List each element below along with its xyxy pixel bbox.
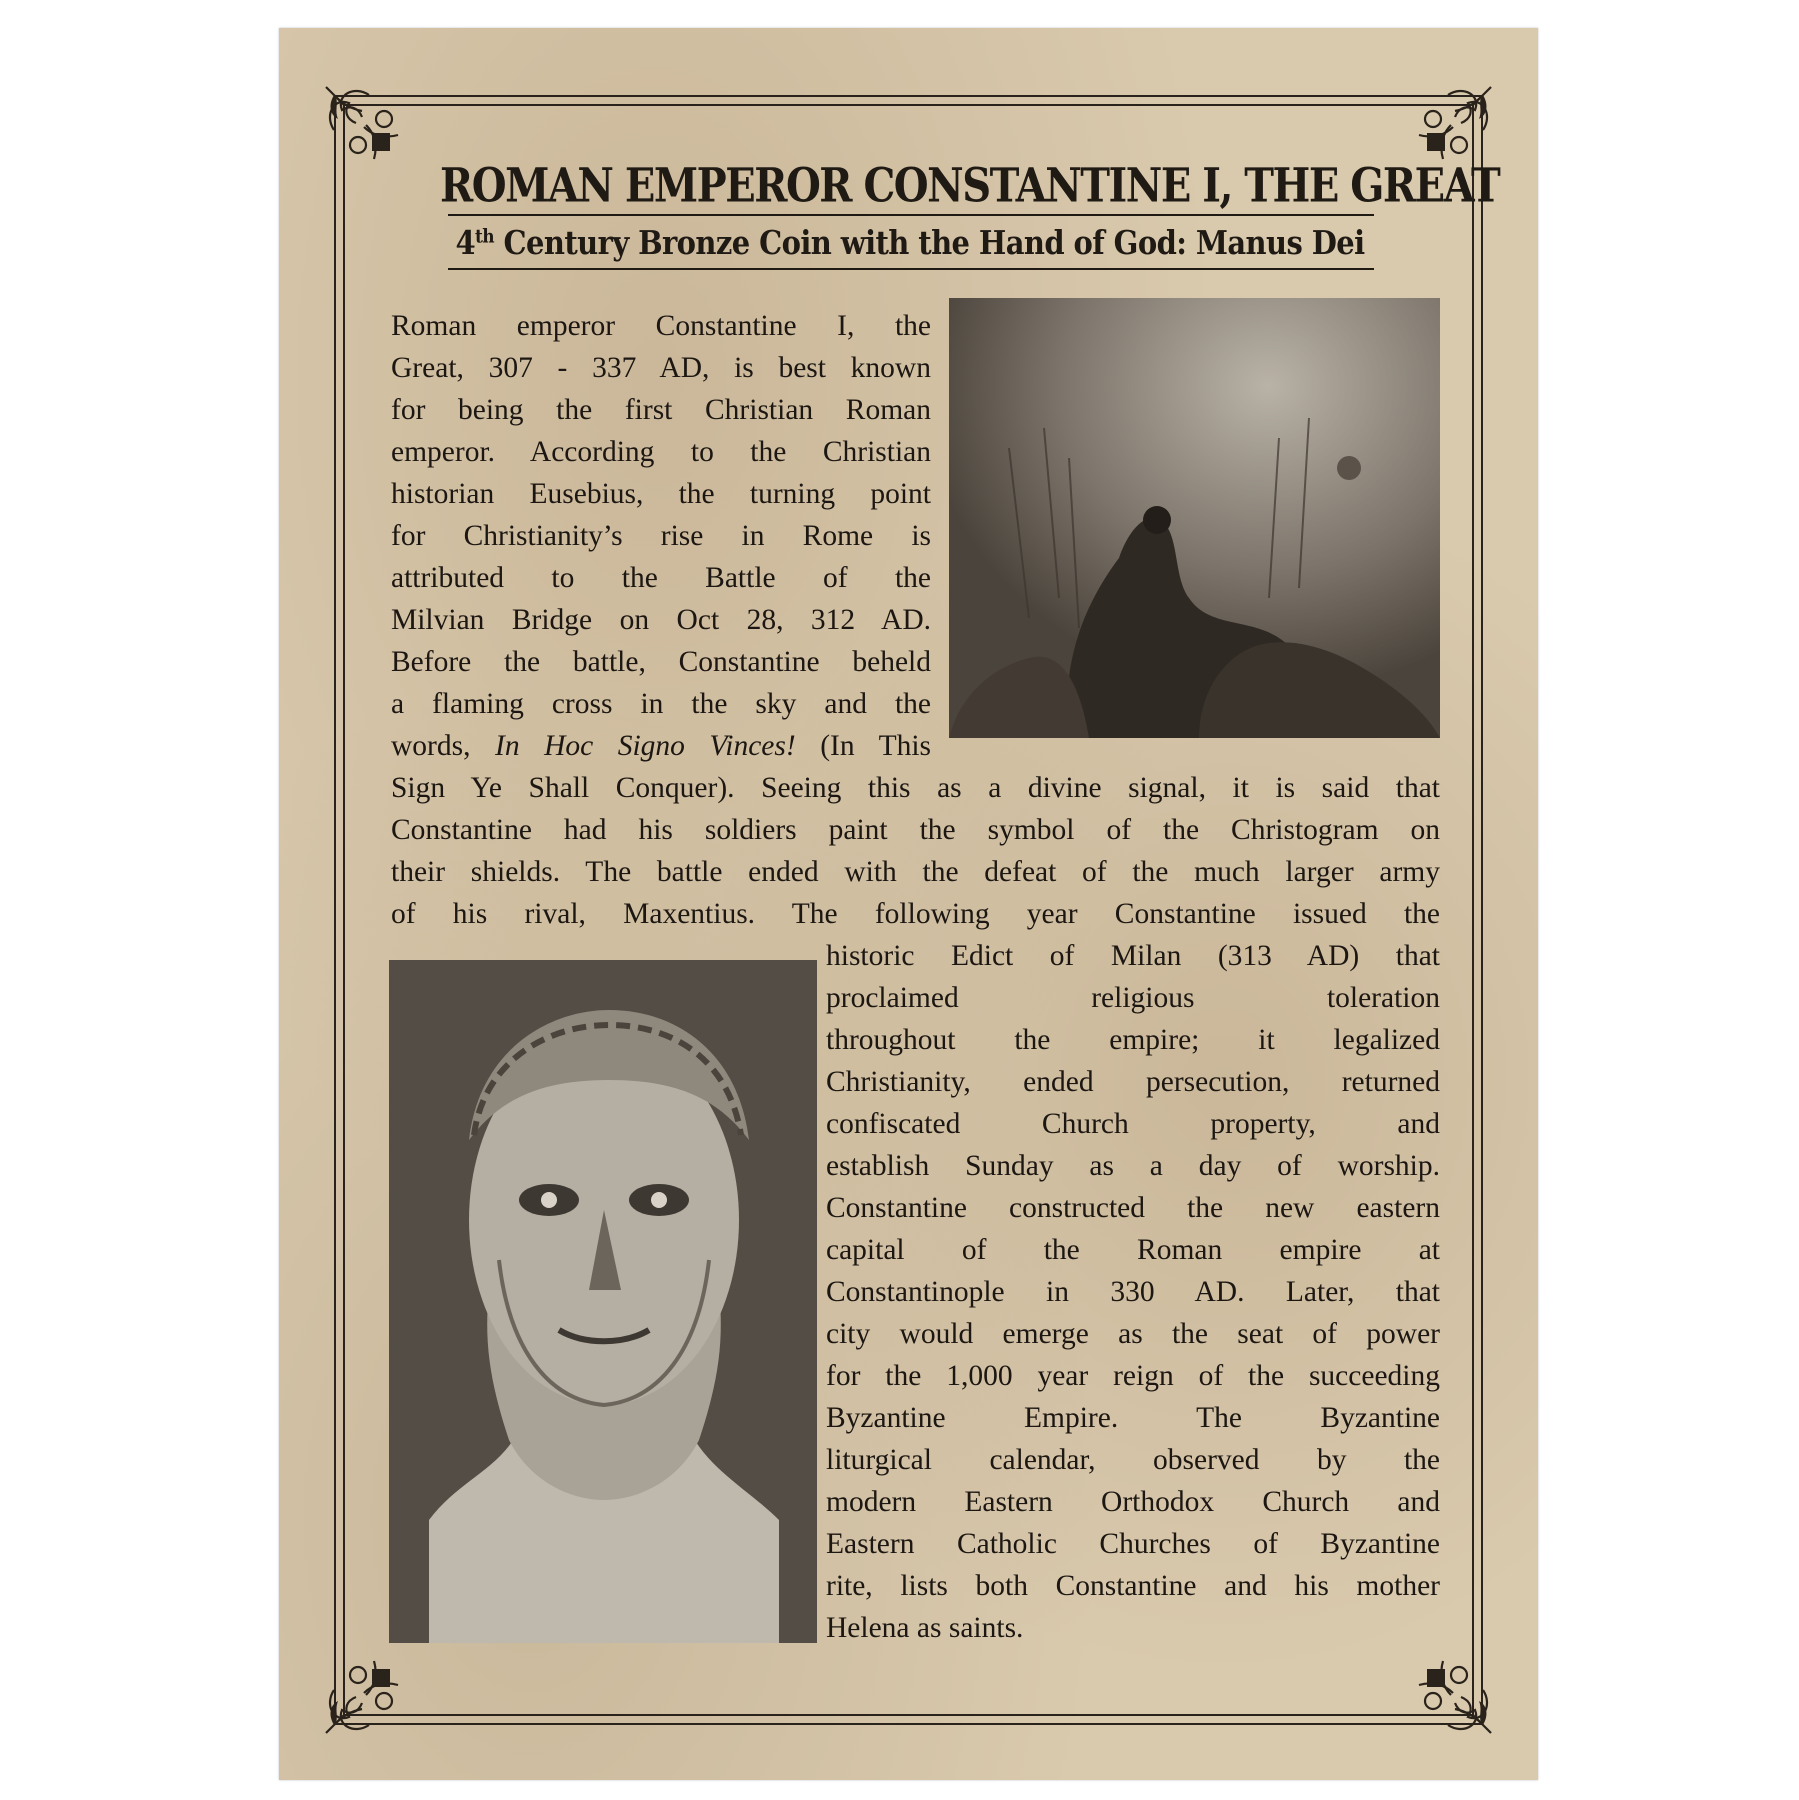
fleur-de-lis-corner-ornament-icon xyxy=(314,75,424,185)
subtitle-underline xyxy=(448,268,1374,270)
body-text-line: of his rival, Maxentius. The following year Constantine issued the xyxy=(391,898,1440,930)
body-text-line: city would emerge as the seat of power xyxy=(826,1318,1440,1350)
body-text-line: historian Eusebius, the turning point xyxy=(391,478,931,510)
body-text-line: Sign Ye Shall Conquer). Seeing this as a divine signal, it is said that xyxy=(391,772,1440,804)
subtitle-text: Century Bronze Coin with the Hand of God: Manus Dei xyxy=(494,224,1365,263)
words-suffix: (In This xyxy=(795,730,932,762)
document-title: ROMAN EMPEROR CONSTANTINE I, THE GREAT xyxy=(440,158,1500,214)
battle-scene-image xyxy=(949,298,1440,738)
in-hoc-signo-vinces-quote: In Hoc Signo Vinces! xyxy=(495,730,796,762)
body-text-line: Great, 307 - 337 AD, is best known xyxy=(391,352,931,384)
body-text-line: Christianity, ended persecution, returned xyxy=(826,1066,1440,1098)
body-text-line: confiscated Church property, and xyxy=(826,1108,1440,1140)
body-text-line: for Christianity’s rise in Rome is xyxy=(391,520,931,552)
body-text-line: Byzantine Empire. The Byzantine xyxy=(826,1402,1440,1434)
body-text-line: modern Eastern Orthodox Church and xyxy=(826,1486,1440,1518)
body-text-line: rite, lists both Constantine and his mother xyxy=(826,1570,1440,1602)
words-prefix: words, xyxy=(391,730,495,762)
fleur-de-lis-corner-ornament-icon xyxy=(314,1635,424,1745)
subtitle-ordinal: 4 xyxy=(455,224,476,263)
body-text-line: historic Edict of Milan (313 AD) that xyxy=(826,940,1440,972)
body-text-line: for the 1,000 year reign of the succeeding xyxy=(826,1360,1440,1392)
body-text-line: emperor. According to the Christian xyxy=(391,436,931,468)
body-text-line: Helena as saints. xyxy=(826,1612,1024,1644)
body-text-line: Roman emperor Constantine I, the xyxy=(391,310,931,342)
body-text-line: establish Sunday as a day of worship. xyxy=(826,1150,1440,1182)
subtitle-ordinal-suffix: th xyxy=(475,225,495,248)
title-underline xyxy=(448,214,1374,216)
body-text-line: Constantine had his soldiers paint the symbol of the Christogram on xyxy=(391,814,1440,846)
body-text-line: proclaimed religious toleration xyxy=(826,982,1440,1014)
body-text-line: Constantinople in 330 AD. Later, that xyxy=(826,1276,1440,1308)
body-text-line: Milvian Bridge on Oct 28, 312 AD. xyxy=(391,604,931,636)
constantine-bust-image xyxy=(389,960,817,1643)
body-text-line: capital of the Roman empire at xyxy=(826,1234,1440,1266)
body-text-line: throughout the empire; it legalized xyxy=(826,1024,1440,1056)
body-text-line: Before the battle, Constantine beheld xyxy=(391,646,931,678)
body-text-line: Constantine constructed the new eastern xyxy=(826,1192,1440,1224)
fleur-de-lis-corner-ornament-icon xyxy=(1393,1635,1503,1745)
body-text-line: for being the first Christian Roman xyxy=(391,394,931,426)
body-text-line: attributed to the Battle of the xyxy=(391,562,931,594)
body-text-line: their shields. The battle ended with the defeat of the much larger army xyxy=(391,856,1440,888)
body-text-line xyxy=(391,725,931,767)
body-text-line: Eastern Catholic Churches of Byzantine xyxy=(826,1528,1440,1560)
body-text-line: a flaming cross in the sky and the xyxy=(391,688,931,720)
body-text-line: liturgical calendar, observed by the xyxy=(826,1444,1440,1476)
document-subtitle xyxy=(440,224,1380,262)
